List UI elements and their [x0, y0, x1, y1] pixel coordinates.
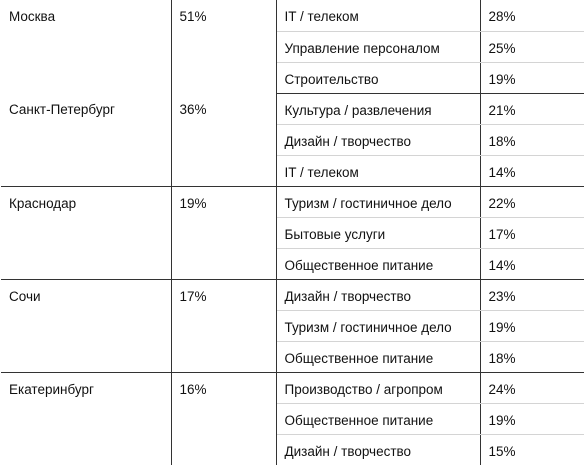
industry-percent: 24%	[480, 372, 584, 403]
industry-name: Дизайн / творчество	[276, 434, 480, 465]
industry-name: Общественное питание	[276, 248, 480, 279]
city-share: 16%	[171, 372, 276, 465]
industry-name: Бытовые услуги	[276, 217, 480, 248]
industry-percent: 14%	[480, 248, 584, 279]
industry-percent: 19%	[480, 62, 584, 93]
city-share: 51%	[171, 0, 276, 93]
industry-name: Строительство	[276, 62, 480, 93]
industry-percent: 22%	[480, 186, 584, 217]
table-row	[1, 372, 584, 403]
industry-name: IT / телеком	[276, 155, 480, 186]
city-name: Краснодар	[1, 186, 171, 279]
city-name: Москва	[1, 0, 171, 93]
city-share: 19%	[171, 186, 276, 279]
city-share: 36%	[171, 93, 276, 186]
industry-name: Управление персоналом	[276, 31, 480, 62]
industry-percent: 19%	[480, 310, 584, 341]
industry-name: Туризм / гостиничное дело	[276, 186, 480, 217]
city-name: Сочи	[1, 279, 171, 372]
city-industry-table	[1, 0, 584, 465]
industry-name: Культура / развлечения	[276, 93, 480, 124]
table-row	[1, 279, 584, 310]
table-row	[1, 186, 584, 217]
industry-name: Общественное питание	[276, 403, 480, 434]
industry-name: IT / телеком	[276, 0, 480, 31]
city-share: 17%	[171, 279, 276, 372]
industry-name: Производство / агропром	[276, 372, 480, 403]
industry-percent: 19%	[480, 403, 584, 434]
industry-percent: 28%	[480, 0, 584, 31]
industry-percent: 15%	[488, 443, 516, 459]
table-body	[1, 0, 584, 465]
industry-percent: 18%	[480, 124, 584, 155]
industry-name: Общественное питание	[276, 341, 480, 372]
industry-name: Дизайн / творчество	[276, 124, 480, 155]
industry-name: Туризм / гостиничное дело	[276, 310, 480, 341]
industry-percent: 17%	[480, 217, 584, 248]
industry-percent: 25%	[480, 31, 584, 62]
industry-name: Дизайн / творчество	[276, 279, 480, 310]
city-name: Екатеринбург	[1, 372, 171, 465]
industry-percent: 18%	[480, 341, 584, 372]
table-row	[1, 0, 584, 31]
table-row	[1, 93, 584, 124]
industry-percent: 14%	[480, 155, 584, 186]
industry-percent: 23%	[480, 279, 584, 310]
city-name: Санкт-Петербург	[1, 93, 171, 186]
industry-percent: 21%	[480, 93, 584, 124]
